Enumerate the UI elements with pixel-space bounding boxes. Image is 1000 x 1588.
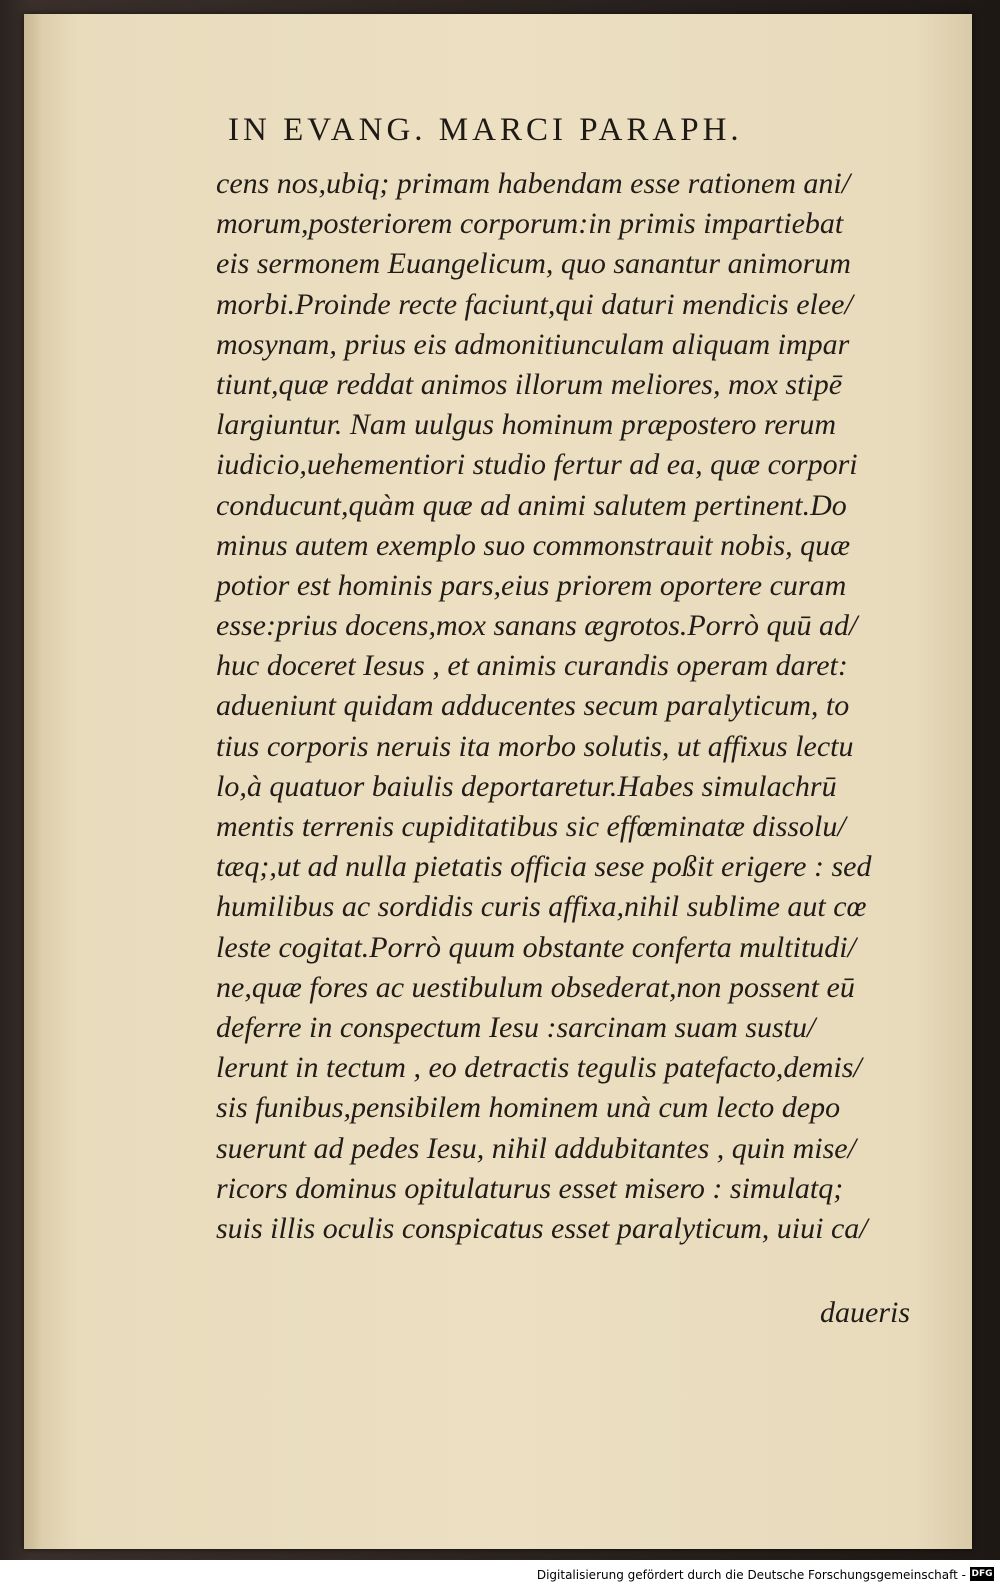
text-line: morbi.Proinde recte faciunt,qui daturi mendicis elee/ bbox=[216, 287, 853, 321]
page-gutter-shadow bbox=[24, 14, 42, 1549]
catchword: daueris bbox=[820, 1296, 910, 1329]
dfg-logo: DFG bbox=[971, 1569, 993, 1579]
text-line: conducunt,quàm quæ ad animi salutem pertinent.Do bbox=[216, 488, 847, 522]
text-line: eis sermonem Euangelicum, quo sanantur animorum bbox=[216, 247, 851, 281]
text-line: adueniunt quidam adducentes secum paralyticum, to bbox=[216, 689, 850, 723]
running-head: IN EVANG. MARCI PARAPH. bbox=[228, 112, 743, 148]
funding-credit: Digitalisierung gefördert durch die Deutsche Forschungsgemeinschaft - bbox=[536, 1568, 966, 1582]
text-line: potior est hominis pars,eius priorem oportere curam bbox=[216, 568, 847, 602]
text-line: mosynam, prius eis admonitiunculam aliquam impar bbox=[216, 327, 850, 361]
text-line: minus autem exemplo suo commonstrauit nobis, quæ bbox=[216, 528, 851, 562]
text-line: lerunt in tectum , eo detractis tegulis patefacto,demis/ bbox=[216, 1051, 862, 1085]
body-text bbox=[216, 164, 921, 1249]
text-line: esse:prius docens,mox sanans ægrotos.Porrò quū ad/ bbox=[216, 609, 858, 643]
text-line: ricors dominus opitulaturus esset misero : simulatq; bbox=[216, 1171, 844, 1205]
text-line: cens nos,ubiq; primam habendam esse rationem ani/ bbox=[216, 167, 851, 200]
text-line: tius corporis neruis ita morbo solutis, ut affixus lectu bbox=[216, 729, 854, 763]
text-line: deferre in conspectum Iesu :sarcinam suam sustu/ bbox=[216, 1010, 816, 1044]
text-line: sis funibus,pensibilem hominem unà cum lecto depo bbox=[216, 1091, 841, 1125]
text-line: suerunt ad pedes Iesu, nihil addubitantes , quin mise/ bbox=[216, 1131, 856, 1165]
text-line: ne,quæ fores ac uestibulum obsederat,non possent eū bbox=[216, 970, 855, 1004]
text-line: suis illis oculis conspicatus esset paralyticum, uiui ca/ bbox=[216, 1211, 868, 1245]
text-line: humilibus ac sordidis curis affixa,nihil sublime aut cœ bbox=[216, 890, 867, 924]
text-line: lo,à quatuor baiulis deportaretur.Habes simulachrū bbox=[216, 769, 837, 803]
text-line: largiuntur. Nam uulgus hominum præpostero rerum bbox=[216, 408, 837, 442]
text-line: leste cogitat.Porrò quum obstante conferta multitudi/ bbox=[216, 930, 856, 964]
text-line: tæq;,ut ad nulla pietatis officia sese poßit erigere : sed bbox=[216, 850, 872, 884]
text-line: tiunt,quæ reddat animos illorum meliores, mox stipē bbox=[216, 367, 843, 401]
text-line: mentis terrenis cupiditatibus sic effœminatæ dissolu/ bbox=[216, 810, 846, 843]
text-line: morum,posteriorem corporum:in primis impartiebat bbox=[216, 207, 844, 241]
text-line: huc doceret Iesus , et animis curandis operam daret: bbox=[216, 649, 848, 683]
text-line: iudicio,uehementiori studio fertur ad ea, quæ corpori bbox=[216, 448, 858, 482]
